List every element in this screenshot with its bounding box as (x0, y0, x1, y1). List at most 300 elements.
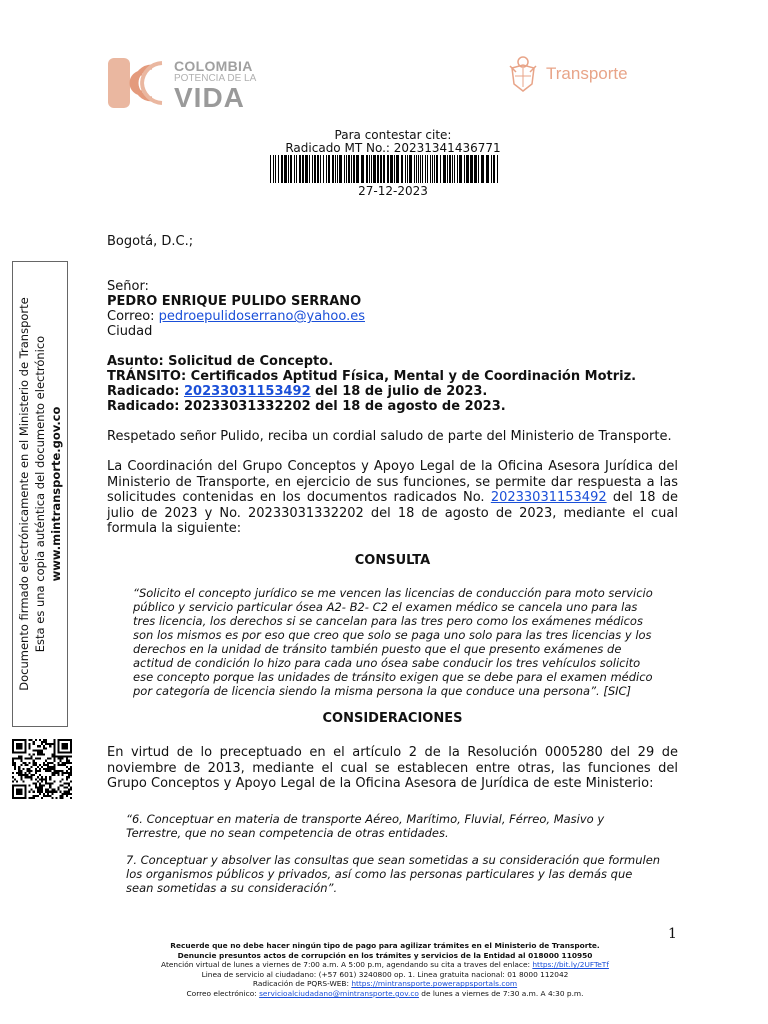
radicado-number: Radicado MT No.: 20231341436771 (285, 141, 501, 155)
qr-module (31, 778, 33, 780)
qr-module (51, 756, 53, 758)
qr-module (64, 791, 66, 793)
qr-module (49, 745, 51, 747)
radicado-link-inline[interactable]: 20233031153492 (490, 490, 607, 505)
barcode-bar (312, 155, 313, 183)
qr-module (22, 774, 24, 776)
qr-module (39, 782, 41, 784)
barcode-bar (299, 155, 301, 183)
qr-module (14, 764, 16, 766)
signature-notice (8, 261, 64, 727)
qr-module (60, 760, 62, 762)
qr-module (47, 764, 49, 766)
qr-module (26, 768, 28, 770)
qr-module (35, 739, 37, 741)
qr-module (33, 782, 35, 784)
qr-module (45, 780, 47, 782)
barcode-bar (281, 155, 283, 183)
qr-module (18, 766, 20, 768)
qr-module (53, 774, 55, 776)
qr-module (51, 766, 53, 768)
qr-module (43, 753, 45, 755)
footer (130, 941, 640, 999)
barcode-bar (351, 155, 352, 183)
qr-module (18, 758, 20, 760)
qr-module (20, 776, 22, 778)
qr-module (53, 747, 55, 749)
barcode-bar (474, 155, 477, 183)
qr-module (12, 764, 14, 766)
qr-module (49, 787, 51, 789)
qr-module (43, 762, 45, 764)
barcode-bar (387, 155, 389, 183)
qr-module (41, 743, 43, 745)
barcode-bar (459, 155, 462, 183)
qr-module (68, 785, 70, 787)
qr-module (53, 743, 55, 745)
qr-module (20, 758, 22, 760)
qr-module (29, 797, 31, 799)
qr-module (45, 776, 47, 778)
qr-module (29, 739, 31, 741)
barcode-bar (371, 155, 372, 183)
qr-module (16, 780, 18, 782)
qr-module (70, 770, 72, 772)
barcode-bar (443, 155, 446, 183)
consulta-quote: “Solicito el concepto jurídico se me vencen las licencias de conducción para moto servicio público y servicio particular ósea A2- B2- C2 el examen médico se cancela uno para las tres licencia, los derechos si se cancelan para las tres pero como los exámenes médicos son los mismos es por eso que creo que solo se paga uno solo para las tres licencias y los derechos en la unidad de tránsito también puesto que el que presento exámenes de actitud de condición lo hizo para cada uno ósea sabe conducir los tres vehículos solicito ese concepto porque las unidades de tránsito exigen que se debe para el examen médico por categoría de licencia siendo la misma persona la que conduce una persona”. [SIC] (133, 586, 653, 698)
cite-date: 27-12-2023 (358, 184, 428, 198)
qr-module (45, 739, 47, 741)
qr-module (58, 764, 60, 766)
qr-module (53, 789, 55, 791)
qr-module (26, 758, 28, 760)
footer-line-2: Denuncie presuntos actos de corrupción en los trámites y servicios de la Entidad al 018000 110950 (177, 950, 593, 960)
qr-module (31, 797, 33, 799)
qr-module (49, 778, 51, 780)
qr-module (39, 768, 41, 770)
qr-module (66, 762, 68, 764)
greeting: Respetado señor Pulido, reciba un cordial saludo de parte del Ministerio de Transporte. (107, 429, 672, 444)
qr-module (26, 776, 28, 778)
qr-module (68, 760, 70, 762)
qr-module (62, 743, 68, 749)
qr-module (29, 762, 31, 764)
qr-module (20, 774, 22, 776)
qr-module (55, 756, 57, 758)
barcode-bar (493, 155, 495, 183)
qr-module (62, 758, 64, 760)
footer-pqrs-link[interactable]: https://mintransporte.powerappsportals.com (351, 979, 518, 989)
qr-module (47, 758, 49, 760)
qr-module (22, 768, 24, 770)
qr-module (66, 770, 68, 772)
barcode-bar (436, 155, 438, 183)
qr-module (14, 768, 16, 770)
qr-module (66, 778, 68, 780)
barcode-bar (344, 155, 345, 183)
barcode-bar (314, 155, 316, 183)
qr-module (58, 762, 60, 764)
colombia-logo-icon (108, 56, 164, 112)
barcode-bar (377, 155, 379, 183)
radicado-1-label: Radicado: (107, 384, 184, 399)
qr-module (37, 753, 39, 755)
qr-module (70, 774, 72, 776)
qr-module (12, 762, 14, 764)
footer-line-1: Recuerde que no debe hacer ningún tipo de pago para agilizar trámites en el Ministerio de Transporte. (170, 941, 600, 950)
qr-module (43, 795, 45, 797)
barcode-bar (405, 155, 406, 183)
qr-module (29, 753, 31, 755)
barcode-bar (369, 155, 370, 183)
qr-module (35, 785, 37, 787)
subject-transito: TRÁNSITO: Certificados Aptitud Física, Mental y de Coordinación Motriz. (107, 369, 637, 384)
barcode-bar (464, 155, 465, 183)
consideraciones-text: En virtud de lo preceptuado en el artículo 2 de la Resolución 0005280 del 29 de noviembre de 2013, mediante el cual se establecen entre otras, las funciones del Grupo Conceptos y Apoyo Legal de la Oficina Asesora de Jurídica de este Ministerio: (107, 745, 678, 791)
qr-module (43, 741, 45, 743)
footer-line-6 (130, 989, 640, 999)
qr-module (62, 793, 64, 795)
qr-module (37, 749, 39, 751)
barcode-bar (383, 155, 385, 183)
qr-module (62, 762, 64, 764)
qr-module (24, 762, 26, 764)
qr-module (64, 762, 66, 764)
barcode-bar (434, 155, 435, 183)
qr-module (62, 774, 64, 776)
qr-module (70, 789, 72, 791)
qr-module (39, 739, 41, 741)
qr-module (64, 793, 66, 795)
recipient-name: PEDRO ENRIQUE PULIDO SERRANO (107, 294, 362, 309)
qr-module (62, 795, 64, 797)
qr-module (62, 756, 64, 758)
subject-radicado-2: Radicado: 20233031332202 del 18 de agosto de 2023. (107, 399, 506, 414)
qr-module (53, 764, 55, 766)
signature-line-1: Documento firmado electrónicamente en el Ministerio de Transporte (17, 297, 31, 691)
barcode-bar (320, 155, 321, 183)
qr-module (39, 753, 41, 755)
qr-module (41, 776, 43, 778)
qr-module (47, 743, 49, 745)
qr-module (14, 778, 16, 780)
qr-module (68, 791, 70, 793)
qr-module (51, 753, 53, 755)
qr-module (58, 789, 60, 791)
qr-module (53, 741, 55, 743)
barcode-bar (317, 155, 319, 183)
barcode-bar (273, 155, 274, 183)
qr-module (33, 743, 35, 745)
qr-module (49, 795, 51, 797)
qr-module (68, 774, 70, 776)
qr-module (66, 791, 68, 793)
qr-module (43, 793, 45, 795)
qr-module (31, 789, 33, 791)
qr-module (64, 782, 66, 784)
qr-module (49, 770, 51, 772)
qr-module (68, 793, 70, 795)
qr-module (51, 772, 53, 774)
footer-line-3-text: Atención virtual de lunes a viernes de 7:00 a.m. A 5:00 p.m, agendando su cita a traves del enlace: (161, 960, 533, 970)
qr-module (26, 770, 28, 772)
qr-module (18, 768, 20, 770)
qr-module (49, 766, 51, 768)
qr-module (33, 760, 35, 762)
qr-module (43, 768, 45, 770)
qr-module (41, 766, 43, 768)
footer-line-5 (130, 979, 640, 989)
barcode-bar (452, 155, 453, 183)
qr-module (66, 758, 68, 760)
qr-module (64, 756, 66, 758)
qr-module (45, 770, 47, 772)
qr-module (35, 795, 37, 797)
qr-module (22, 762, 24, 764)
qr-module (16, 789, 22, 795)
barcode-bar (449, 155, 451, 183)
barcode-bar (353, 155, 355, 183)
barcode-bar (348, 155, 350, 183)
barcode-bar (302, 155, 304, 183)
qr-module (51, 774, 53, 776)
qr-module (41, 791, 43, 793)
qr-module (70, 756, 72, 758)
qr-module (37, 776, 39, 778)
qr-module (58, 770, 60, 772)
qr-module (51, 791, 53, 793)
qr-module (68, 789, 70, 791)
qr-module (35, 749, 37, 751)
qr-module (29, 785, 31, 787)
qr-module (41, 749, 43, 751)
qr-module (39, 793, 41, 795)
qr-module (51, 793, 53, 795)
qr-module (41, 751, 43, 753)
qr-module (20, 778, 22, 780)
logo-colombia-text: COLOMBIA (174, 58, 253, 74)
qr-module (12, 776, 14, 778)
qr-module (51, 789, 53, 791)
qr-module (66, 782, 68, 784)
qr-module (62, 772, 64, 774)
qr-module (43, 764, 45, 766)
barcode-bar (337, 155, 338, 183)
qr-module (51, 782, 53, 784)
qr-module (35, 782, 37, 784)
qr-module (24, 776, 26, 778)
qr-module (41, 785, 43, 787)
barcode-bar (323, 155, 324, 183)
qr-module (39, 778, 41, 780)
qr-module (60, 770, 62, 772)
qr-module (16, 743, 22, 749)
qr-module (43, 747, 45, 749)
signature-line-3: www.mintransporte.gov.co (49, 406, 63, 582)
qr-module (66, 793, 68, 795)
qr-module (41, 778, 43, 780)
qr-module (39, 745, 41, 747)
barcode-bar (427, 155, 428, 183)
qr-module (66, 776, 68, 778)
qr-module (60, 791, 62, 793)
qr-module (35, 764, 37, 766)
qr-module (26, 764, 28, 766)
qr-module (18, 772, 20, 774)
footer-email-link[interactable]: servicioalciudadano@mintransporte.gov.co (259, 988, 419, 998)
barcode-bar (296, 155, 297, 183)
qr-module (70, 762, 72, 764)
radicado-1-rest: del 18 de julio de 2023. (310, 384, 488, 399)
barcode-bar (440, 155, 441, 183)
qr-module (58, 772, 60, 774)
qr-module (24, 774, 26, 776)
barcode-bar (346, 155, 347, 183)
qr-module (60, 797, 62, 799)
qr-module (70, 766, 72, 768)
consideraciones-heading: CONSIDERACIONES (322, 711, 463, 726)
qr-module (45, 791, 47, 793)
qr-module (35, 770, 37, 772)
qr-module (70, 768, 72, 770)
qr-module (51, 762, 53, 764)
qr-module (37, 791, 39, 793)
qr-module (14, 758, 16, 760)
recipient-email-line (107, 309, 678, 325)
qr-module (47, 789, 49, 791)
cite-label: Para contestar cite: (334, 128, 452, 142)
qr-module (68, 776, 70, 778)
qr-module (41, 780, 43, 782)
qr-module (41, 753, 43, 755)
barcode-bar (409, 155, 412, 183)
qr-module (68, 772, 70, 774)
qr-module (39, 789, 41, 791)
qr-module (31, 739, 33, 741)
barcode-bar (339, 155, 342, 183)
barcode-bar (326, 155, 327, 183)
qr-module (68, 768, 70, 770)
qr-module (60, 780, 62, 782)
qr-module (37, 795, 39, 797)
barcode-bar (447, 155, 448, 183)
qr-module (55, 791, 57, 793)
barcode-bar (414, 155, 415, 183)
qr-module (53, 780, 55, 782)
qr-module (31, 756, 33, 758)
qr-module (49, 768, 51, 770)
qr-module (31, 774, 33, 776)
qr-module (16, 758, 18, 760)
qr-module (29, 791, 31, 793)
qr-module (39, 785, 41, 787)
qr-module (39, 764, 41, 766)
qr-module (16, 772, 18, 774)
qr-module (29, 772, 31, 774)
qr-module (18, 770, 20, 772)
qr-module (53, 760, 55, 762)
qr-module (43, 785, 45, 787)
qr-module (68, 756, 70, 758)
qr-module (70, 793, 72, 795)
qr-module (29, 743, 31, 745)
qr-module (49, 758, 51, 760)
qr-module (14, 766, 16, 768)
barcode-bar (270, 155, 271, 183)
qr-module (62, 785, 64, 787)
qr-module (47, 766, 49, 768)
qr-module (60, 764, 62, 766)
qr-module (47, 782, 49, 784)
footer-appointment-link[interactable]: https://bit.ly/2UFTeTf (532, 960, 609, 970)
barcode-bar (407, 155, 408, 183)
qr-module (51, 797, 53, 799)
qr-module (53, 758, 55, 760)
qr-module (45, 768, 47, 770)
qr-module (64, 787, 66, 789)
barcode-bar (432, 155, 433, 183)
qr-module (12, 758, 14, 760)
qr-module (47, 791, 49, 793)
qr-module (45, 760, 47, 762)
ministerio-transporte-logo (506, 54, 646, 98)
qr-module (64, 764, 66, 766)
subject-radicado-1 (107, 384, 678, 400)
qr-module (18, 756, 20, 758)
qr-module (58, 756, 60, 758)
qr-code (12, 738, 72, 800)
qr-module (70, 787, 72, 789)
barcode-bar (422, 155, 423, 183)
paragraph-intro-b: del 18 de julio de 2023 y No. 20233031332202 del 18 de agosto de 2023, mediante el cual formula la siguiente: (107, 490, 678, 536)
qr-module (55, 772, 57, 774)
qr-module (37, 751, 39, 753)
qr-module (35, 778, 37, 780)
quote-item-6: “6. Conceptuar en materia de transporte Aéreo, Marítimo, Fluvial, Férreo, Masivo y Terrestre, que no sean competencia de otras entidades. (126, 812, 605, 840)
qr-module (29, 770, 31, 772)
qr-module (49, 743, 51, 745)
logo-transporte-text: Transporte (546, 64, 628, 83)
footer-line-3 (130, 960, 640, 970)
radicado-1-link[interactable]: 20233031153492 (183, 384, 311, 399)
qr-module (33, 741, 35, 743)
qr-module (33, 791, 35, 793)
salutation-label: Señor: (107, 279, 149, 294)
paragraph-intro (107, 459, 678, 537)
qr-module (12, 780, 14, 782)
qr-module (53, 768, 55, 770)
qr-module (70, 780, 72, 782)
qr-module (35, 762, 37, 764)
qr-module (14, 762, 16, 764)
qr-module (53, 770, 55, 772)
barcode-bar (478, 155, 479, 183)
qr-module (31, 758, 33, 760)
qr-module (35, 768, 37, 770)
qr-module (24, 758, 26, 760)
barcode-bar (373, 155, 376, 183)
page-number: 1 (668, 926, 677, 942)
barcode-bar (430, 155, 431, 183)
barcode-bar (454, 155, 455, 183)
qr-module (31, 776, 33, 778)
barcode-bar (284, 155, 287, 183)
qr-module (33, 749, 35, 751)
recipient-email-link[interactable]: pedroepulidoserrano@yahoo.es (158, 309, 365, 324)
barcode-bar (305, 155, 308, 183)
qr-module (70, 772, 72, 774)
qr-module (33, 797, 35, 799)
